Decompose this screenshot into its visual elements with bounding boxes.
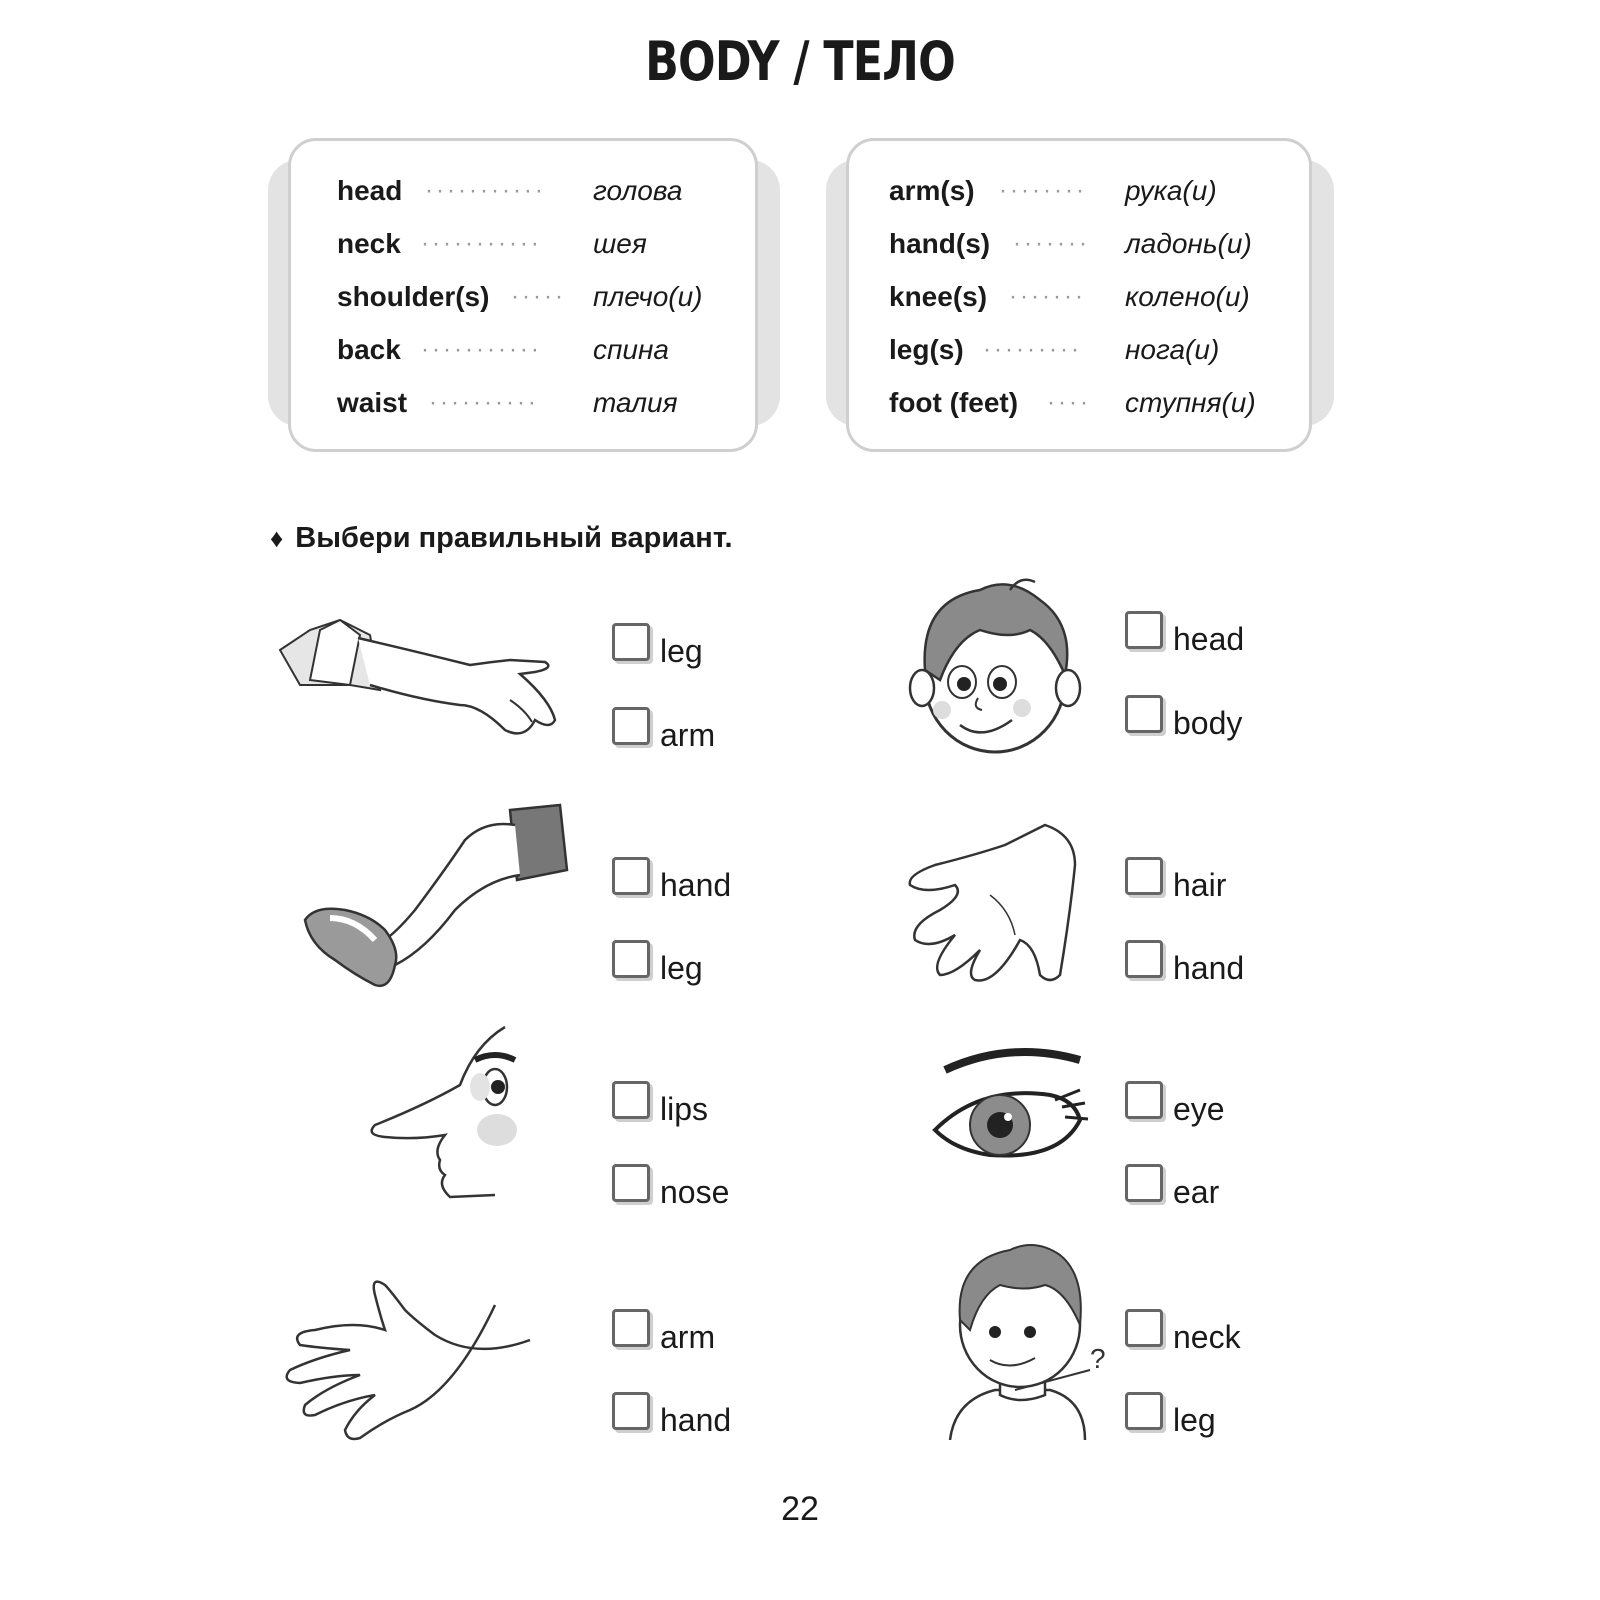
page-title: BODY / ТЕЛО (645, 30, 955, 93)
option-label: ear (1173, 1174, 1220, 1210)
vocab-row (849, 171, 1309, 211)
checkbox[interactable] (612, 940, 650, 978)
checkbox[interactable] (1125, 1164, 1163, 1202)
vocab-english: knee(s) (889, 281, 988, 312)
instruction (270, 522, 733, 555)
checkbox[interactable] (1125, 1081, 1163, 1119)
dot-leader: ··········· (425, 177, 546, 204)
hand-palm-illustration (275, 1270, 540, 1455)
dot-leader: ······· (1009, 283, 1086, 310)
vocab-russian: нога(и) (1125, 334, 1220, 365)
vocab-row (291, 330, 755, 370)
option-label: body (1173, 705, 1243, 741)
checkbox[interactable] (612, 1164, 650, 1202)
vocab-russian: голова (593, 175, 683, 206)
vocab-english: hand(s) (889, 228, 991, 259)
option-label: arm (660, 1319, 716, 1355)
vocab-row (291, 171, 755, 211)
eye-illustration (930, 1045, 1090, 1165)
option-label: leg (1173, 1402, 1216, 1438)
checkbox[interactable] (612, 623, 650, 661)
dot-leader: ··········· (421, 336, 542, 363)
vocab-russian: плечо(и) (593, 281, 703, 312)
vocab-row (291, 224, 755, 264)
option-label: hand (1173, 950, 1245, 986)
vocab-row (291, 277, 755, 317)
vocab-english: arm(s) (889, 175, 975, 206)
option-label: eye (1173, 1091, 1225, 1127)
vocab-english: leg(s) (889, 334, 964, 365)
dot-leader: ········ (999, 177, 1087, 204)
vocab-russian: талия (593, 387, 678, 418)
vocab-russian: шея (593, 228, 647, 259)
option-label: neck (1173, 1319, 1241, 1355)
instruction-text: Выбери правильный вариант. (295, 522, 733, 554)
arm-illustration (270, 590, 570, 760)
nose-illustration (365, 1025, 530, 1210)
vocab-row (849, 277, 1309, 317)
dot-leader: ········· (983, 336, 1082, 363)
checkbox[interactable] (1125, 940, 1163, 978)
vocab-russian: спина (593, 334, 669, 365)
checkbox[interactable] (612, 857, 650, 895)
checkbox[interactable] (612, 1309, 650, 1347)
option-label: hair (1173, 867, 1227, 903)
vocab-russian: рука(и) (1125, 175, 1217, 206)
vocab-english: back (337, 334, 401, 365)
boy-neck-illustration (935, 1230, 1110, 1440)
vocab-russian: колено(и) (1125, 281, 1250, 312)
checkbox[interactable] (1125, 1309, 1163, 1347)
hand-illustration (895, 815, 1095, 995)
vocab-russian: ладонь(и) (1125, 228, 1252, 259)
checkbox[interactable] (612, 1081, 650, 1119)
option-label: hand (660, 1402, 732, 1438)
vocab-english: head (337, 175, 403, 206)
vocab-english: neck (337, 228, 401, 259)
option-label: nose (660, 1174, 730, 1210)
checkbox[interactable] (612, 1392, 650, 1430)
dot-leader: ··········· (421, 230, 542, 257)
page-number: 22 (781, 1490, 819, 1528)
option-label: leg (660, 633, 703, 669)
vocab-row (849, 330, 1309, 370)
vocab-card-right (846, 138, 1312, 452)
vocab-row (291, 383, 755, 423)
option-label: head (1173, 621, 1245, 657)
dot-leader: ·········· (429, 389, 539, 416)
vocab-row (849, 383, 1309, 423)
checkbox[interactable] (612, 707, 650, 745)
checkbox[interactable] (1125, 611, 1163, 649)
option-label: hand (660, 867, 732, 903)
leg-illustration (295, 800, 580, 1000)
dot-leader: ···· (1047, 389, 1091, 416)
dot-leader: ····· (511, 283, 566, 310)
vocab-card-left (288, 138, 758, 452)
option-label: leg (660, 950, 703, 986)
question-mark: ? (1090, 1343, 1106, 1374)
vocab-english: foot (feet) (889, 387, 1019, 418)
diamond-bullet-icon: ♦ (270, 523, 284, 553)
checkbox[interactable] (1125, 1392, 1163, 1430)
vocab-row (849, 224, 1309, 264)
dot-leader: ······· (1013, 230, 1090, 257)
checkbox[interactable] (1125, 695, 1163, 733)
checkbox[interactable] (1125, 857, 1163, 895)
boy-head-illustration (900, 570, 1090, 765)
option-label: lips (660, 1091, 709, 1127)
vocab-english: waist (337, 387, 408, 418)
vocab-english: shoulder(s) (337, 281, 490, 312)
vocab-russian: ступня(и) (1125, 387, 1256, 418)
option-label: arm (660, 717, 716, 753)
